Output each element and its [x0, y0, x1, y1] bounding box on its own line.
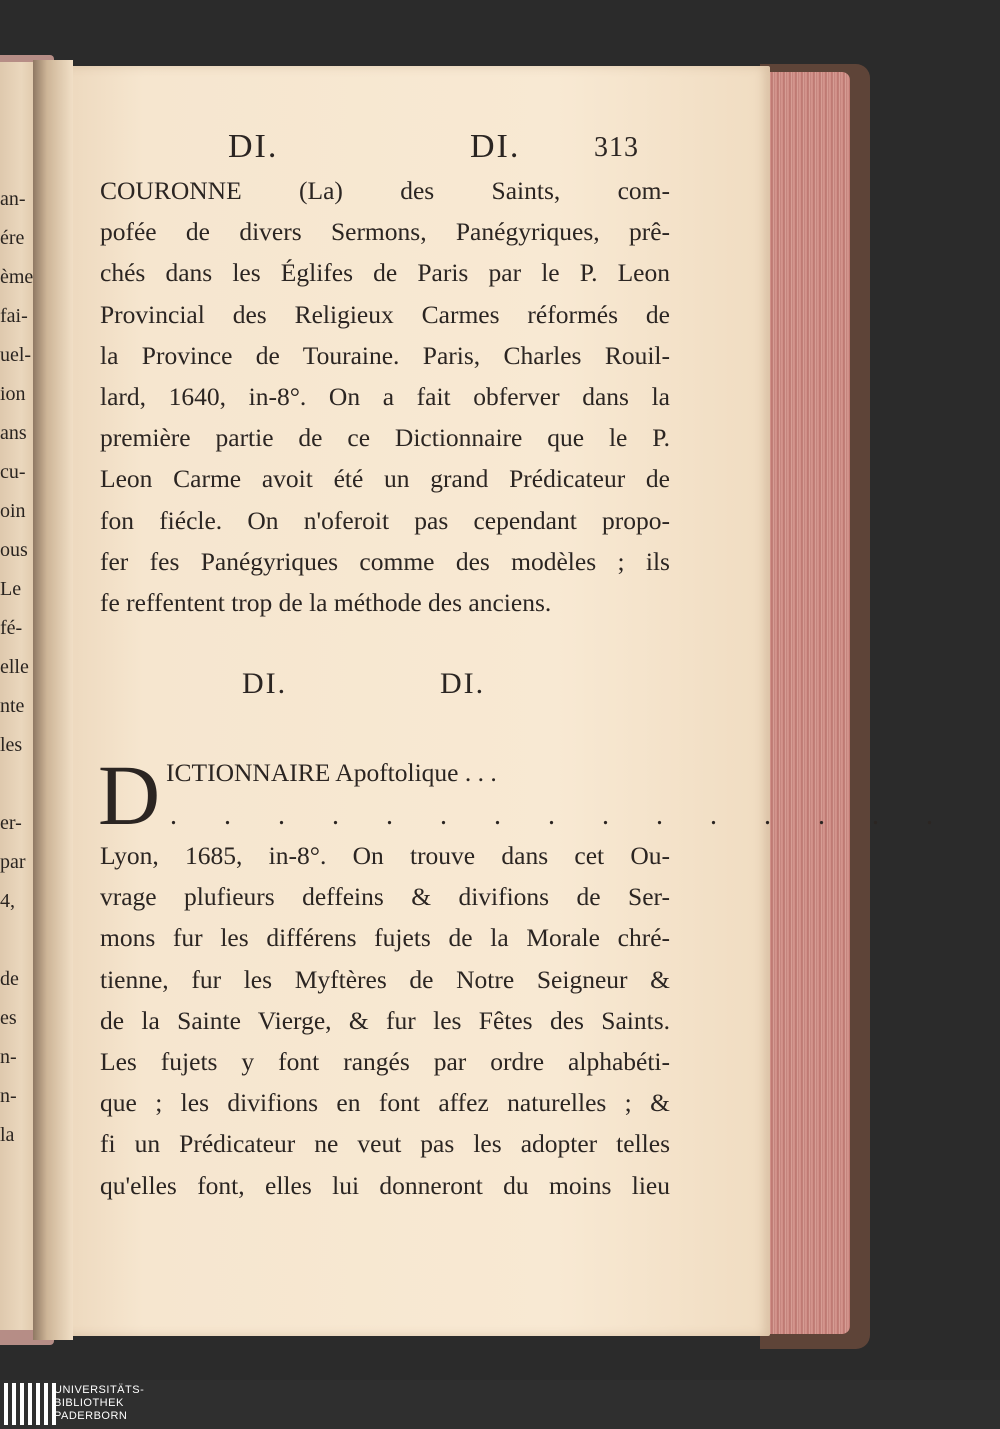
section-header-left: DI. — [242, 667, 288, 700]
entry-line: Leon Carme avoit été un grand Prédicateur de — [100, 464, 670, 494]
logo-line: BIBLIOTHEK — [54, 1397, 124, 1409]
left-page-fragment: an- — [0, 188, 26, 210]
entry-line: fon fiécle. On n'oferoit pas cependant propo- — [100, 505, 670, 535]
left-page-fragment: fai- — [0, 305, 28, 327]
left-page-text-fragments — [0, 180, 34, 1155]
left-page-fragment: n- — [0, 1085, 17, 1107]
entry-line: tienne, fur les Myftères de Notre Seigneur & — [100, 964, 670, 994]
library-logo-icon — [4, 1383, 56, 1425]
left-page-fragment: ous — [0, 539, 28, 561]
entry-line: COURONNE (La) des Saints, com- — [100, 176, 670, 205]
page-block-edges — [762, 72, 850, 1334]
left-page-fragment: elle — [0, 656, 29, 678]
left-page-fragment: ème — [0, 266, 34, 288]
drop-capital: D — [98, 747, 161, 843]
entry-line: fer fes Panégyriques comme des modèles ; ils — [100, 546, 670, 576]
left-page-fragment — [0, 921, 34, 960]
header-left: DI. — [228, 128, 279, 165]
entry-title: ICTIONNAIRE Apoftolique . . . — [166, 758, 497, 787]
entry-couronne — [100, 170, 670, 623]
left-page-fragment — [0, 765, 34, 804]
section-header-right: DI. — [440, 667, 486, 700]
logo-line: PADERBORN — [54, 1410, 128, 1422]
entry-line: lard, 1640, in-8°. On a fait obferver dans la — [100, 381, 670, 411]
left-page-fragment: de — [0, 968, 19, 990]
entry-line: la Province de Touraine. Paris, Charles Rouil- — [100, 340, 670, 370]
left-page-fragment: fé- — [0, 617, 23, 639]
left-page-fragment: er- — [0, 812, 22, 834]
left-page-fragment: uel- — [0, 344, 32, 366]
left-page-fragment: ére — [0, 227, 25, 249]
left-page-fragment: cu- — [0, 461, 26, 483]
entry-line: que ; les divifions en font affez naturelles ; & — [100, 1088, 670, 1118]
entry-line: première partie de ce Dictionnaire que le P. — [100, 423, 670, 453]
entry-line: pofée de divers Sermons, Panégyriques, prê- — [100, 217, 670, 247]
left-page-fragment: es — [0, 1007, 17, 1029]
left-page-fragment: les — [0, 734, 23, 756]
left-page-fragment: ion — [0, 383, 26, 405]
page-number: 313 — [594, 132, 639, 163]
entry-line: de la Sainte Vierge, & fur les Fêtes des Saints. — [100, 1005, 670, 1035]
left-page-fragment: 4, — [0, 890, 15, 912]
left-page-fragment: ans — [0, 422, 27, 444]
entry-line: Lyon, 1685, in-8°. On trouve dans cet Ou- — [100, 841, 670, 870]
entry-line: fi un Prédicateur ne veut pas les adopter telles — [100, 1129, 670, 1159]
entry-line: chés dans les Églifes de Paris par le P. Leon — [100, 258, 670, 288]
running-header — [0, 128, 1000, 168]
left-page-fragment: la — [0, 1124, 15, 1146]
left-page-fragment: par — [0, 851, 26, 873]
entry-line: Provincial des Religieux Carmes réformés de — [100, 299, 670, 329]
entry-line: fe reffentent trop de la méthode des anciens. — [100, 587, 552, 617]
book-gutter — [33, 60, 73, 1340]
left-page-fragment: Le — [0, 578, 22, 600]
left-page-fragment: nte — [0, 695, 25, 717]
left-page-fragment: n- — [0, 1046, 17, 1068]
library-logo-text — [54, 1384, 144, 1423]
entry-line: vrage plufieurs deffeins & divifions de Ser- — [100, 882, 670, 912]
title-ellipsis-dots: . . . . . . . . . . . . . . . — [170, 800, 953, 831]
entry-line: Les fujets y font rangés par ordre alphabéti- — [100, 1046, 670, 1076]
library-footer — [0, 1380, 1000, 1429]
header-right: DI. — [470, 128, 521, 165]
entry-dictionnaire — [100, 835, 670, 1206]
logo-line: UNIVERSITÄTS- — [54, 1384, 145, 1396]
left-page-fragment: oin — [0, 500, 26, 522]
entry-line: mons fur les différens fujets de la Morale chré- — [100, 923, 670, 953]
entry-line: qu'elles font, elles lui donneront du moins lieu — [100, 1170, 670, 1200]
